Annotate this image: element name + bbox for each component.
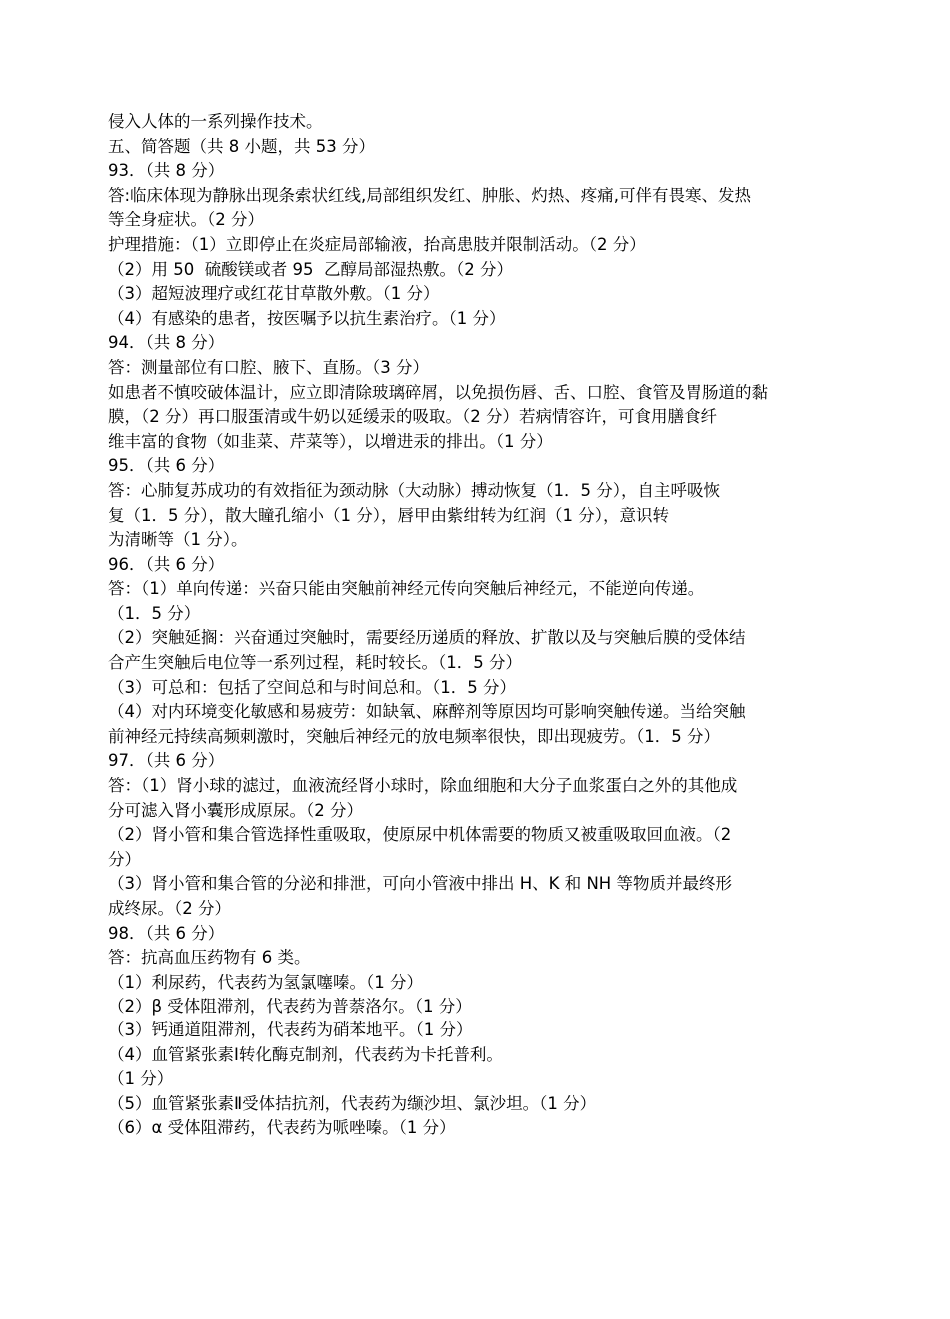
text-line: 护理措施：（1）立即停止在炎症局部输液，抬高患肢并限制活动。（2 分） — [108, 234, 646, 254]
text-line: （1）利尿药，代表药为氢氯噻嗪。（1 分） — [108, 972, 423, 992]
text-line: （2）突触延搁：兴奋通过突触时，需要经历递质的释放、扩散以及与突触后膜的受体结 — [108, 628, 746, 648]
text-line: （3）可总和：包括了空间总和与时间总和。（1．5 分） — [108, 677, 516, 697]
text-line: 为清晰等（1 分）。 — [108, 530, 248, 550]
text-line: 答：测量部位有口腔、腋下、直肠。（3 分） — [108, 357, 429, 377]
text-line: 分） — [108, 849, 141, 869]
text-line: 膜，（2 分）再口服蛋清或牛奶以延缓汞的吸取。（2 分）若病情容许，可食用膳食纤 — [108, 407, 717, 427]
text-line: 复（1．5 分），散大瞳孔缩小（1 分），唇甲由紫绀转为红润（1 分），意识转 — [108, 505, 669, 525]
text-line: （1．5 分） — [108, 603, 201, 623]
text-line: （2）β 受体阻滞剂，代表药为普萘洛尔。（1 分） — [108, 997, 472, 1017]
text-line: 合产生突触后电位等一系列过程，耗时较长。（1．5 分） — [108, 653, 522, 673]
text-line: 答：抗高血压药物有 6 类。 — [108, 948, 311, 968]
text-line: （3）超短波理疗或红花甘草散外敷。（1 分） — [108, 284, 440, 304]
question-number: 98．（共 6 分） — [108, 923, 225, 943]
text-line: 成终尿。（2 分） — [108, 899, 231, 918]
text-line: （5）血管紧张素Ⅱ受体拮抗剂，代表药为缬沙坦、氯沙坦。（1 分） — [108, 1093, 597, 1113]
text-line: （2）肾小管和集合管选择性重吸取，使原尿中机体需要的物质又被重吸取回血液。（2 — [108, 825, 732, 845]
question-number: 96．（共 6 分） — [108, 554, 225, 574]
text-line: 分可滤入肾小囊形成原尿。（2 分） — [108, 800, 363, 820]
text-line: （4）有感染的患者，按医嘱予以抗生素治疗。（1 分） — [108, 308, 506, 328]
question-number: 95．（共 6 分） — [108, 456, 225, 476]
text-line: 答：心肺复苏成功的有效指征为颈动脉（大动脉）搏动恢复（1．5 分），自主呼吸恢 — [108, 480, 720, 500]
text-line: 侵入人体的一系列操作技术。 — [108, 112, 323, 131]
text-line: 如患者不慎咬破体温计，应立即清除玻璃碎屑，以免损伤唇、舌、口腔、食管及胃肠道的黏 — [108, 382, 768, 402]
text-line: 前神经元持续高频刺激时，突触后神经元的放电频率很快，即出现疲劳。（1．5 分） — [108, 726, 720, 746]
text-line: （3）钙通道阻滞剂，代表药为硝苯地平。（1 分） — [108, 1019, 473, 1039]
text-line: 答：（1）肾小球的滤过，血液流经肾小球时，除血细胞和大分子血浆蛋白之外的其他成 — [108, 776, 738, 796]
text-line: （2）用 50 硫酸镁或者 95 乙醇局部湿热敷。（2 分） — [108, 259, 513, 279]
text-line: （4）血管紧张素Ⅰ转化酶克制剂，代表药为卡托普利。 — [108, 1044, 503, 1064]
text-line: （1 分） — [108, 1069, 174, 1089]
section-heading: 五、简答题（共 8 小题，共 53 分） — [108, 136, 375, 156]
text-line: 答:临床体现为静脉出现条索状红线,局部组织发红、肿胀、灼热、疼痛,可伴有畏寒、发热 — [108, 185, 752, 205]
question-number: 94．（共 8 分） — [108, 333, 225, 353]
document-body — [108, 110, 848, 1141]
text-line: 维丰富的食物（如韭菜、芹菜等），以增进汞的排出。（1 分） — [108, 431, 553, 451]
text-line: 等全身症状。（2 分） — [108, 210, 264, 230]
text-line: 答：（1）单向传递：兴奋只能由突触前神经元传向突触后神经元，不能逆向传递。 — [108, 579, 705, 599]
text-line: （4）对内环境变化敏感和易疲劳：如缺氧、麻醉剂等原因均可影响突触传递。当给突触 — [108, 702, 746, 722]
question-number: 93．（共 8 分） — [108, 161, 225, 181]
text-line: （3）肾小管和集合管的分泌和排泄，可向小管液中排出 H、K 和 NH 等物质并最终形 — [108, 874, 732, 894]
question-number: 97．（共 6 分） — [108, 751, 225, 771]
text-line: （6）α 受体阻滞药，代表药为哌唑嗪。（1 分） — [108, 1118, 456, 1138]
